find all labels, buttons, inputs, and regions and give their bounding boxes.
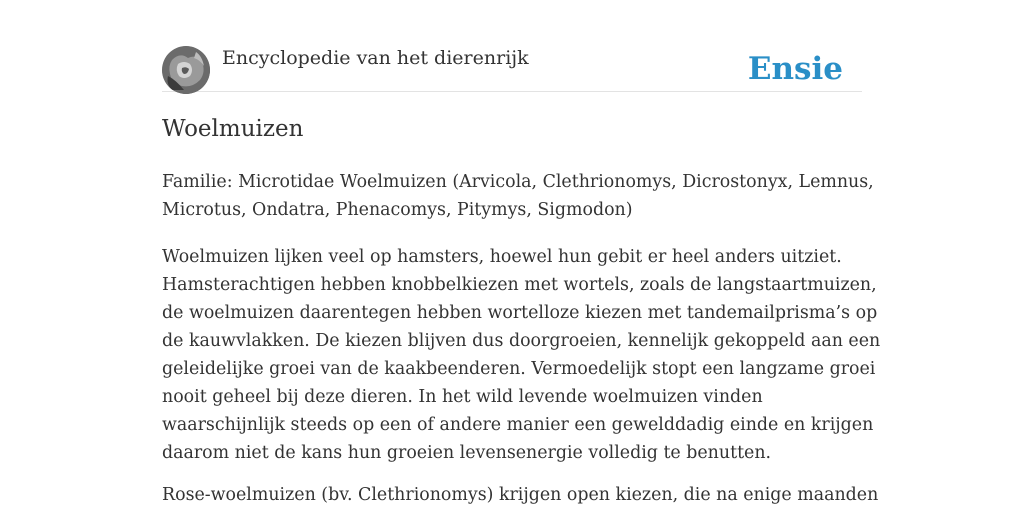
body-line: daarom niet de kans hun groeien levensenergie volledig te benutten. — [162, 443, 772, 463]
next-paragraph — [162, 481, 882, 509]
book-title[interactable]: Encyclopedie van het dierenrijk — [222, 47, 529, 69]
body-line: waarschijnlijk steeds op een of andere manier een gewelddadig einde en krijgen — [162, 415, 874, 435]
family-line: Familie: Microtidae Woelmuizen (Arvicola, Clethrionomys, Dicrostonyx, Lemnus, — [162, 172, 874, 192]
family-paragraph — [162, 168, 882, 224]
next-paragraph-line: Rose-woelmuizen (bv. Clethrionomys) krijgen open kiezen, die na enige maanden — [162, 485, 879, 505]
ensie-logo-link[interactable]: Ensie — [747, 51, 843, 87]
page-container — [162, 46, 881, 505]
body-paragraph — [162, 243, 882, 467]
body-line: Woelmuizen lijken veel op hamsters, hoewel hun gebit er heel anders uitziet. — [162, 247, 842, 267]
body-line: Hamsterachtigen hebben knobbelkiezen met wortels, zoals de langstaartmuizen, — [162, 275, 877, 295]
book-cover-avatar[interactable] — [162, 46, 210, 94]
body-line: geleidelijke groei van de kaakbeenderen. Vermoedelijk stopt een langzame groei — [162, 359, 876, 379]
family-line: Microtus, Ondatra, Phenacomys, Pitymys, Sigmodon) — [162, 200, 633, 220]
source-header — [162, 46, 862, 92]
body-line: nooit geheel bij deze dieren. In het wild levende woelmuizen vinden — [162, 387, 763, 407]
body-line: de woelmuizen daarentegen hebben wortelloze kiezen met tandemailprisma’s op — [162, 303, 878, 323]
book-cover-image — [162, 46, 210, 94]
page-title: Woelmuizen — [162, 116, 304, 142]
body-line: de kauwvlakken. De kiezen blijven dus doorgroeien, kennelijk gekoppeld aan een — [162, 331, 881, 351]
